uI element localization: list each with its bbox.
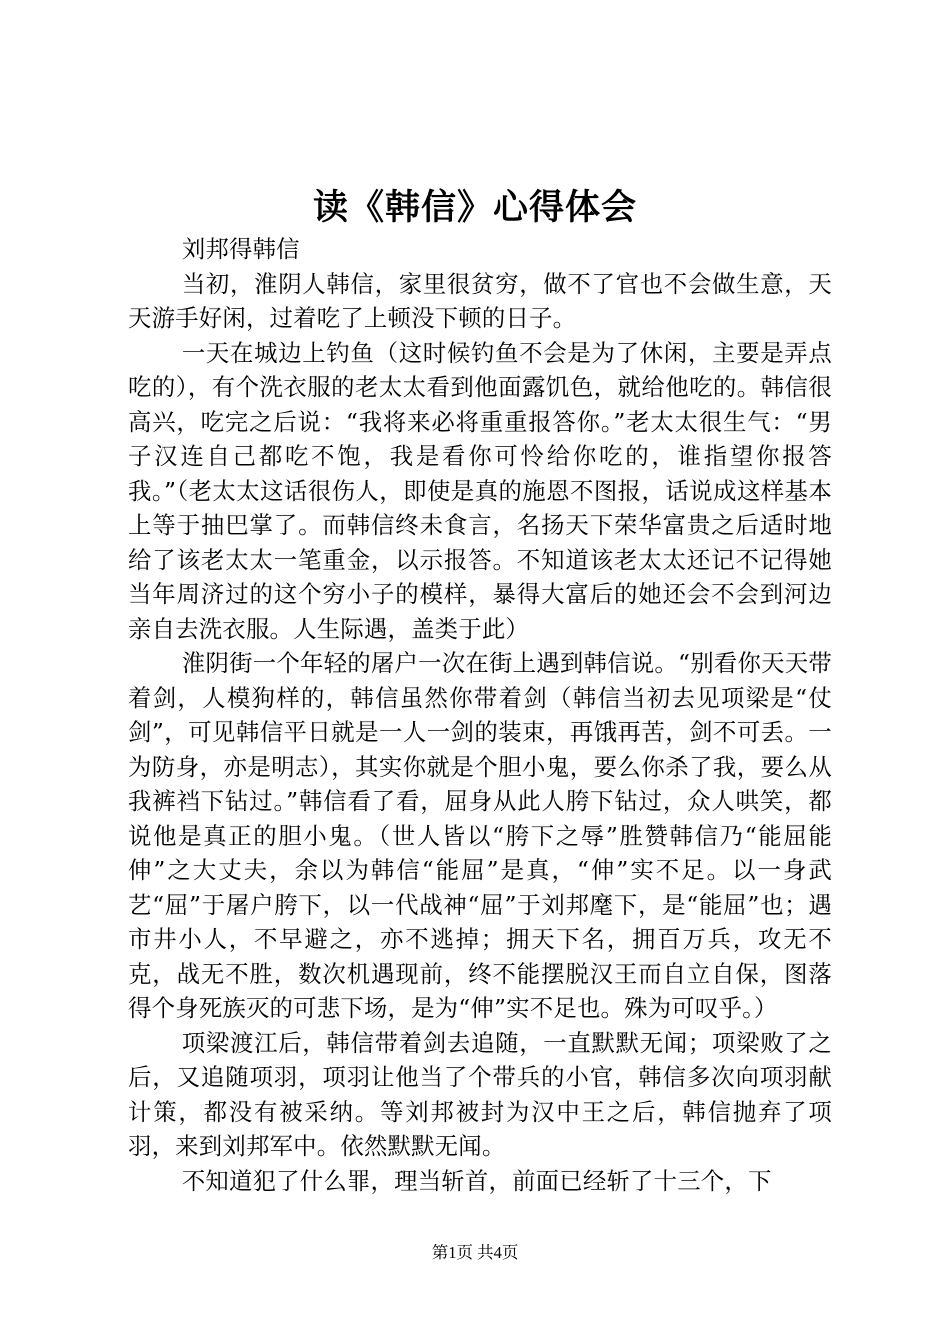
body-paragraph: 不知道犯了什么罪，理当斩首，前面已经斩了十三个，下 — [181, 1166, 772, 1195]
body-paragraph: 项梁渡江后，韩信带着剑去追随，一直默默无闻；项梁败了之后，又追随项羽，项羽让他当了个带兵的小官，韩信多次向项羽献计策，都没有被采纳。等刘邦被封为汉中王之后，韩信抛弃了项羽，来到刘邦军中。依然默默无闻。 — [128, 1028, 832, 1160]
body-paragraph: 当初，淮阴人韩信，家里很贫穷，做不了官也不会做生意，天天游手好闲，过着吃了上顿没下顿的日子。 — [128, 269, 832, 332]
document-body — [128, 232, 832, 1198]
page-footer: 第1页 共4页 — [431, 1243, 519, 1262]
body-paragraph: 淮阴街一个年轻的屠户一次在街上遇到韩信说。“别看你天天带着剑，人模狗样的，韩信虽然你带着剑（韩信当初去见项梁是“仗剑”，可见韩信平日就是一人一剑的装束，再饿再苦，剑不可丢。一为防身，亦是明志），其实你就是个胆小鬼，要么你杀了我，要么从我裤裆下钻过。”韩信看了看，屈身从此人胯下钻过，众人哄笑，都说他是真正的胆小鬼。（世人皆以“胯下之辱”胜赞韩信乃“能屈能伸”之大丈夫，余以为韩信“能屈”是真，“伸”实不足。以一身武艺“屈”于屠户胯下，以一代战神“屈”于刘邦麾下，是“能屈”也；遇市井小人，不早避之，亦不逃掉；拥天下名，拥百万兵，攻无不克，战无不胜，数次机遇现前，终不能摆脱汉王而自立自保，图落得个身死族灭的可悲下场，是为“伸”实不足也。殊为可叹乎。） — [128, 649, 832, 1022]
document-title: 读《韩信》心得体会 — [312, 187, 637, 228]
body-paragraph: 一天在城边上钓鱼（这时候钓鱼不会是为了休闲，主要是弄点吃的），有个洗衣服的老太太看到他面露饥色，就给他吃的。韩信很高兴，吃完之后说：“我将来必将重重报答你。”老太太很生气：“男子汉连自己都吃不饱，我是看你可怜给你吃的，谁指望你报答我。”（老太太这话很伤人，即使是真的施恩不图报，话说成这样基本上等于抽巴掌了。而韩信终未食言，名扬天下荣华富贵之后适时地给了该老太太一笔重金，以示报答。不知道该老太太还记不记得她当年周济过的这个穷小子的模样，暴得大富后的她还会不会到河边亲自去洗衣服。人生际遇，盖类于此） — [128, 338, 832, 643]
subtitle-paragraph: 刘邦得韩信 — [181, 235, 300, 263]
